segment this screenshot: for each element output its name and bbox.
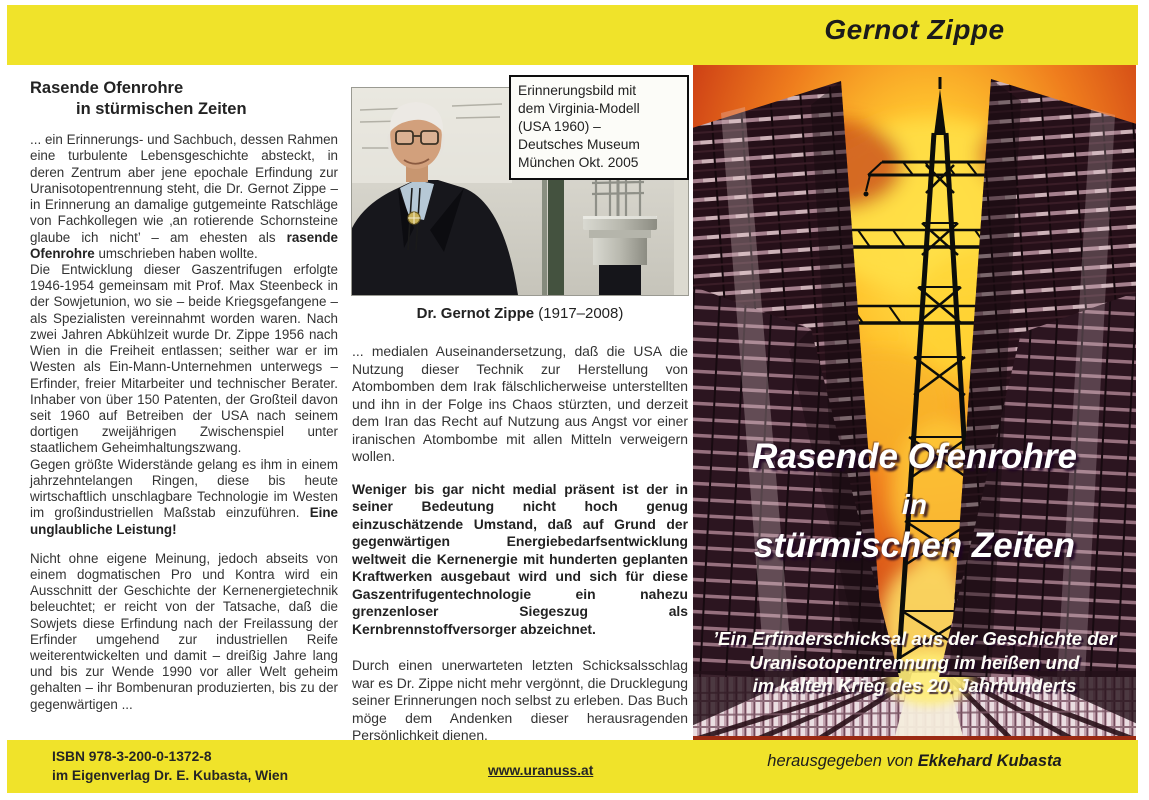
back-p1-bold: rasende Ofenrohre [30,229,338,261]
flap-paragraph-3: Durch einen unerwarteten letzten Schicksalsschlag war es Dr. Zippe nicht mehr vergönnt, die Drucklegung seiner Erinnerungen noch selbst zu erleben. Das Buch möge dem Andenken dieser herausragenden Persönlichkeit dienen. [352,657,688,744]
back-title-line1: Rasende Ofenrohre [30,79,184,97]
back-p1-post: umschrieben haben wollte. [94,245,258,261]
back-paragraph-3 [30,457,338,538]
cover-subtitle-line1: ’Ein Erfinderschicksal aus der Geschichte der [712,628,1117,649]
back-title-line2: in stürmischen Zeiten [76,99,247,118]
front-cover [693,65,1136,740]
cover-author-name: Gernot Zippe [824,14,1005,45]
photo-caption-years: (1917–2008) [534,305,624,322]
cover-title-line3: stürmischen Zeiten [754,526,1075,565]
cover-subtitle-line2: Uranisotopentrennung im heißen und [749,651,1080,673]
website-url: www.uranuss.at [488,763,594,778]
back-paragraph-4: Nicht ohne eigene Meinung, jedoch abseits von einem dogmatischen Pro und Kontra wird ein Ausschnitt der Geschichte der Kernenergietechnik beleuchtet; er reicht von der Tatsache, daß die Sowjets diese Erfindung nach der Freilassung der Erfinder umgehend zur industriellen Reife weiterentwickelten und damit – dreißig Jahre lang und bis zur Wende 1990 vor aller Welt geheim gehalten – ihr Bombenuran produzierten, bis zu der gegenwärtigen ... [30,550,338,712]
publisher-prefix: herausgegeben von [767,752,918,770]
back-cover-text-column [30,78,338,713]
back-p1-pre: ... ein Erinnerungs- und Sachbuch, dessen Rahmen eine turbulente Lebensgeschichte absteckt, in deren Zentrum aber jene epochale Erfindung zur Uranisotopentrennung steht, die Dr. Gernot Zippe – in Erinnerung an damalige gutgemeinte Ratschläge von Fachkollegen wie ‚an rotierende Schornsteine glaube ich nicht’ – am ehesten als [30,132,338,245]
cover-title-line1: Rasende Ofenrohre [752,437,1077,476]
photo-caption [352,305,688,322]
cover-subtitle-line3: im kalten Krieg des 20. Jahrhunderts [752,675,1077,697]
inner-flap-column [352,83,688,760]
flap-paragraph-2: Weniger bis gar nicht medial präsent ist der in seiner Bedeutung nicht hoch genug einzuschätzende Umstand, daß auf Grund der gegenwärtigen Energiebedarfsentwicklung weltweit die Kernenergie mit hunderten geplanten Kraftwerken ausgebaut wird und sich für diese Gaszentrifugentechnologie ein nahezu grenzenloser Siegeszug als Kernbrennstoffversorger abzeichnet. [352,480,688,637]
cover-title-line2: in [902,489,927,520]
isbn-block [52,747,288,786]
back-cover-title [30,78,338,119]
cover-subtitle [693,627,1136,698]
flap-paragraph-1: ... medialen Auseinandersetzung, daß die USA die Nutzung dieser Technik zur Herstellung von Atombomben dem Irak fälschlicherweise unterstellten und ihn in der Folge ins Chaos stürzten, und derzeit dem Iran das Recht auf Nutzung aus Angst vor einer iranischen Atombombe mit allen Mitteln verweigern wollen. [352,343,688,465]
publisher-name: Ekkehard Kubasta [917,752,1062,770]
back-paragraph-2: Die Entwicklung dieser Gaszentrifugen erfolgte 1946-1954 gemeinsam mit Prof. Max Steenbeck in der Sowjetunion, wo sie – beide Kriegsgefangene – als Spezialisten vereinnahmt worden waren. Nach zwei Jahren Abkühlzeit wurde Dr. Zippe 1956 nach Wien in die Freiheit entlassen; seither war er im Westen als Ein-Mann-Unternehmen unterwegs – Erfinder, freier Mitarbeiter und technischer Berater. Inhaber von über 150 Patenten, der Großteil davon seit 1960 auf Betreiben der USA nach seinem dortigen zweijährigen Zwischenspiel unter staatlichem Geheimhaltungszwang. [30,262,338,456]
inner-flap-text [352,343,688,745]
back-p3-pre: Gegen größte Widerstände gelang es ihm in einem jahrzehntelangen Ringen, diese bis heute wirtschaftlich unschlagbare Technologie im Westen im großindustriellen Maßstab einzuführen. [30,456,338,521]
isbn-number: ISBN 978-3-200-0-1372-8 [52,749,212,764]
publisher-imprint: im Eigenverlag Dr. E. Kubasta, Wien [52,768,289,784]
back-p3-bold: Eine unglaubliche Leistung! [30,505,338,537]
photo-caption-name: Dr. Gernot Zippe [416,305,535,322]
back-paragraph-1 [30,132,338,262]
publisher-line [693,752,1136,771]
photo-note-box: Erinnerungsbild mit dem Virginia-Modell (USA 1960) – Deutsches Museum München Okt. 2005 [509,75,689,180]
